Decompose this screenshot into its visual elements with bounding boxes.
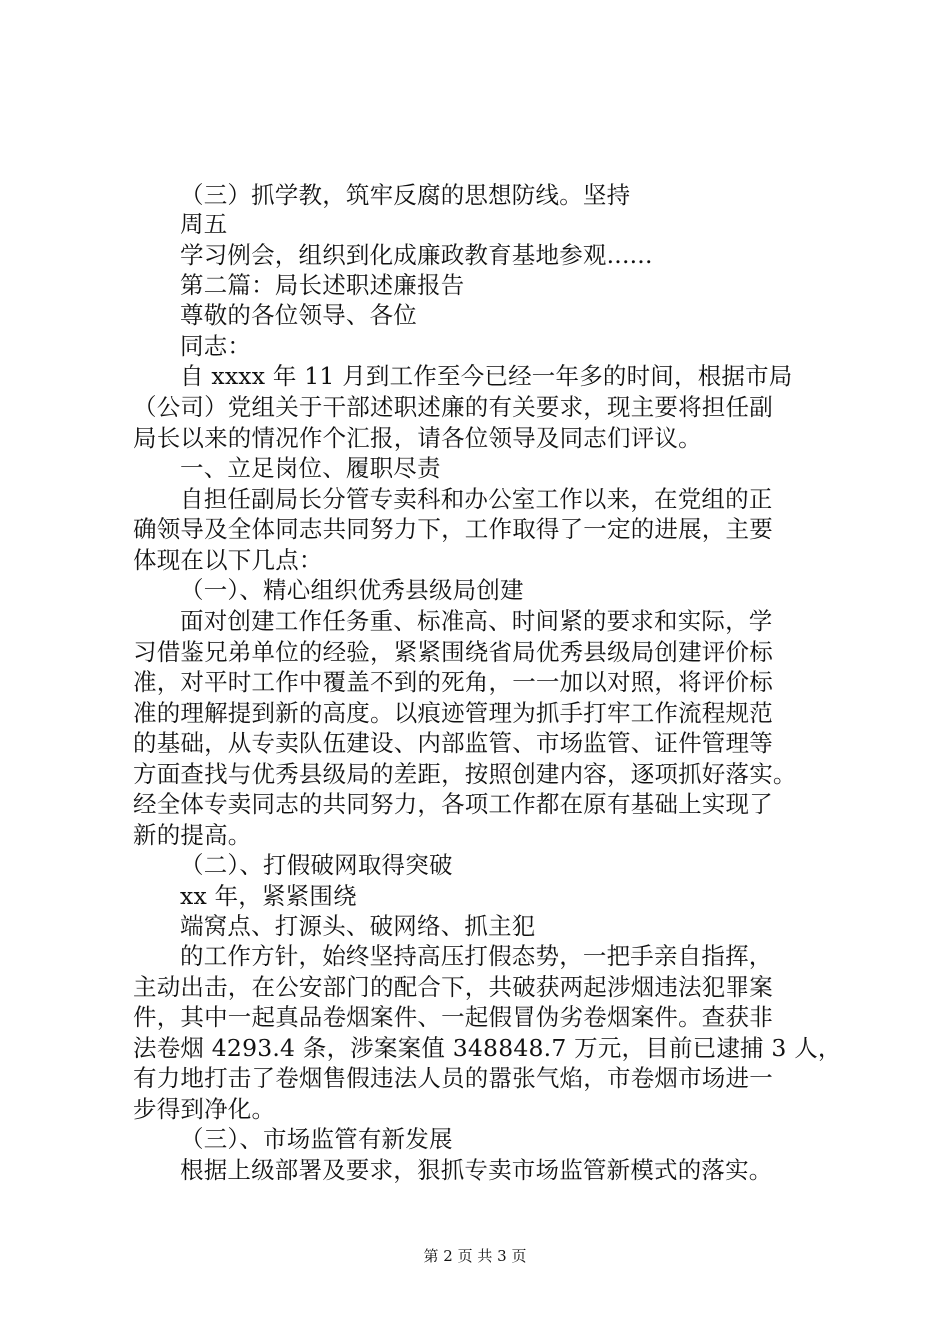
text-line: 的基础，从专卖队伍建设、内部监管、市场监管、证件管理等 (133, 729, 773, 757)
text-line: （三）、市场监管有新发展 (180, 1125, 453, 1153)
text-line: 第二篇：局长述职述廉报告 (180, 271, 465, 299)
text-line: 步得到净化。 (133, 1095, 276, 1123)
text-line: （二）、打假破网取得突破 (180, 851, 453, 879)
page-number-footer: 第 2 页 共 3 页 (423, 1247, 527, 1265)
text-line: 有力地打击了卷烟售假违法人员的嚣张气焰，市卷烟市场进一 (133, 1064, 773, 1092)
text-line: 准，对平时工作中覆盖不到的死角，一一加以对照，将评价标 (133, 668, 773, 696)
text-line: xx 年，紧紧围绕 (180, 882, 357, 910)
text-line: 自 xxxx 年 11 月到工作至今已经一年多的时间，根据市局 (180, 362, 793, 390)
text-line: 一、立足岗位、履职尽责 (180, 454, 441, 482)
text-line: 自担任副局长分管专卖科和办公室工作以来，在党组的正 (180, 485, 773, 513)
text-line: 根据上级部署及要求，狠抓专卖市场监管新模式的落实。 (180, 1156, 773, 1184)
text-line: 准的理解提到新的高度。以痕迹管理为抓手打牢工作流程规范 (133, 699, 773, 727)
text-line: 新的提高。 (133, 821, 252, 849)
text-line: （三）抓学教，筑牢反腐的思想防线。坚持 (180, 181, 631, 209)
text-line: 体现在以下几点： (133, 546, 323, 574)
text-line: 法卷烟 4293.4 条，涉案案值 348848.7 万元，目前已逮捕 3 人， (133, 1034, 842, 1062)
text-line: 件，其中一起真品卷烟案件、一起假冒伪劣卷烟案件。查获非 (133, 1003, 773, 1031)
text-line: 端窝点、打源头、破网络、抓主犯 (180, 912, 536, 940)
text-line: 同志： (180, 332, 252, 360)
text-line: 方面查找与优秀县级局的差距，按照创建内容，逐项抓好落实。 (133, 760, 797, 788)
text-line: （公司）党组关于干部述职述廉的有关要求，现主要将担任副 (133, 393, 773, 421)
text-line: 经全体专卖同志的共同努力，各项工作都在原有基础上实现了 (133, 790, 773, 818)
text-line: 习借鉴兄弟单位的经验，紧紧围绕省局优秀县级局创建评价标 (133, 638, 773, 666)
text-line: 确领导及全体同志共同努力下，工作取得了一定的进展，主要 (133, 515, 773, 543)
text-line: 主动出击，在公安部门的配合下，共破获两起涉烟违法犯罪案 (133, 973, 773, 1001)
text-line: 局长以来的情况作个汇报，请各位领导及同志们评议。 (133, 424, 702, 452)
text-line: 的工作方针，始终坚持高压打假态势，一把手亲自指挥， (180, 942, 773, 970)
text-line: 学习例会，组织到化成廉政教育基地参观...... (180, 241, 653, 269)
text-line: 周五 (180, 210, 228, 238)
text-line: （一）、精心组织优秀县级局创建 (180, 576, 524, 604)
text-line: 面对创建工作任务重、标准高、时间紧的要求和实际，学 (180, 607, 773, 635)
text-line: 尊敬的各位领导、各位 (180, 301, 417, 329)
